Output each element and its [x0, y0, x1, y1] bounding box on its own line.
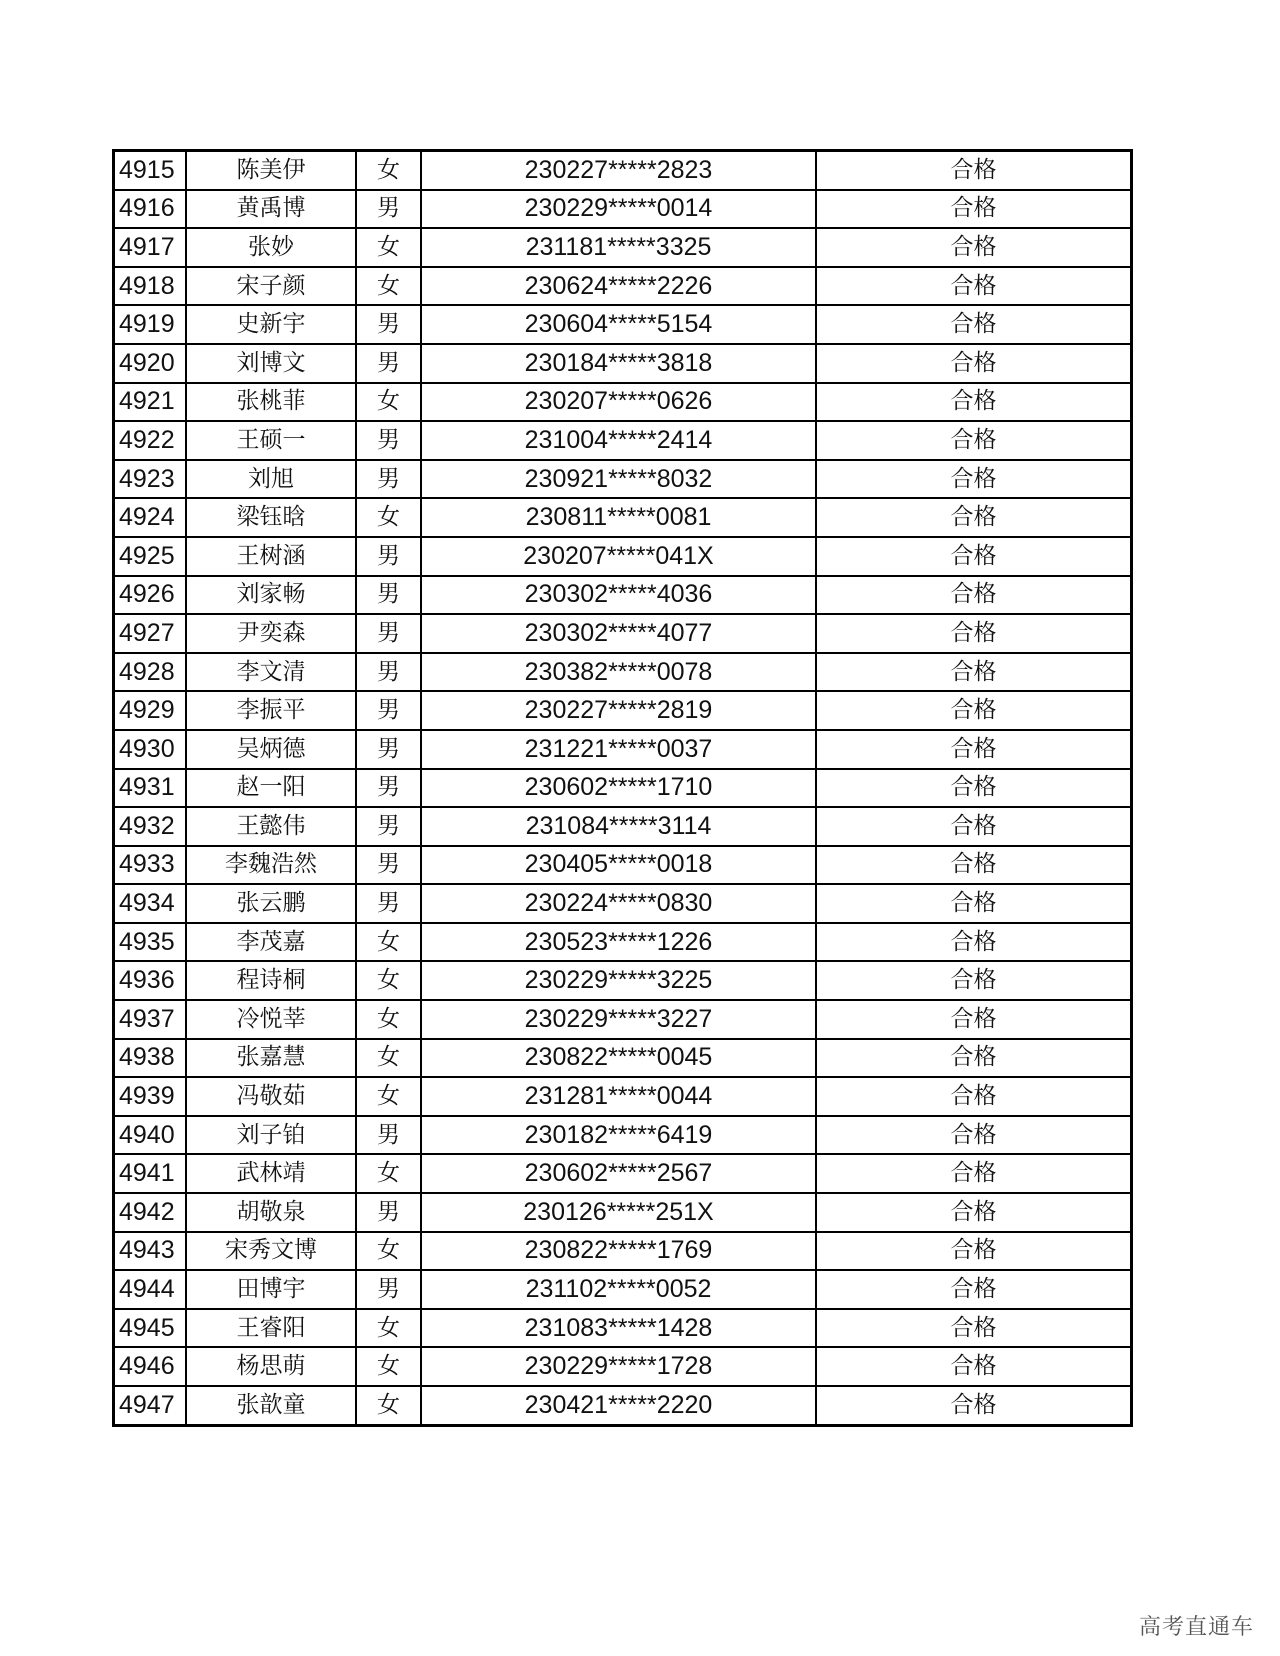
student-name: 刘博文: [186, 344, 356, 383]
student-name: 刘旭: [186, 460, 356, 499]
id-number: 230207*****0626: [421, 383, 816, 422]
id-number: 230811*****0081: [421, 498, 816, 537]
table-row: [114, 691, 1132, 730]
id-number: 230224*****0830: [421, 884, 816, 923]
result-cell: 合格: [816, 383, 1132, 422]
result-cell: 合格: [816, 151, 1132, 190]
row-number: 4923: [114, 460, 187, 499]
result-cell: 合格: [816, 884, 1132, 923]
id-number: 230302*****4077: [421, 614, 816, 653]
id-number: 230229*****3225: [421, 961, 816, 1000]
id-number: 231083*****1428: [421, 1309, 816, 1348]
result-cell: 合格: [816, 614, 1132, 653]
result-cell: 合格: [816, 537, 1132, 576]
id-number: 231181*****3325: [421, 228, 816, 267]
id-number: 230604*****5154: [421, 305, 816, 344]
roster-body: [114, 151, 1132, 1426]
table-row: [114, 1116, 1132, 1155]
gender-cell: 女: [356, 961, 421, 1000]
gender-cell: 男: [356, 1270, 421, 1309]
student-name: 胡敬泉: [186, 1193, 356, 1232]
student-name: 张嘉慧: [186, 1039, 356, 1078]
result-cell: 合格: [816, 769, 1132, 808]
result-cell: 合格: [816, 961, 1132, 1000]
result-cell: 合格: [816, 923, 1132, 962]
row-number: 4936: [114, 961, 187, 1000]
gender-cell: 男: [356, 576, 421, 615]
result-cell: 合格: [816, 1347, 1132, 1386]
gender-cell: 女: [356, 1039, 421, 1078]
id-number: 230302*****4036: [421, 576, 816, 615]
table-row: [114, 1000, 1132, 1039]
result-cell: 合格: [816, 421, 1132, 460]
gender-cell: 男: [356, 537, 421, 576]
student-name: 史新宇: [186, 305, 356, 344]
id-number: 231004*****2414: [421, 421, 816, 460]
row-number: 4934: [114, 884, 187, 923]
id-number: 230126*****251X: [421, 1193, 816, 1232]
table-row: [114, 1309, 1132, 1348]
gender-cell: 女: [356, 1000, 421, 1039]
student-name: 张歆童: [186, 1386, 356, 1425]
student-name: 李魏浩然: [186, 846, 356, 885]
id-number: 230227*****2819: [421, 691, 816, 730]
table-row: [114, 498, 1132, 537]
result-cell: 合格: [816, 1386, 1132, 1425]
id-number: 230207*****041X: [421, 537, 816, 576]
id-number: 230229*****0014: [421, 190, 816, 229]
gender-cell: 男: [356, 460, 421, 499]
gender-cell: 女: [356, 228, 421, 267]
id-number: 230624*****2226: [421, 267, 816, 306]
table-row: [114, 614, 1132, 653]
student-name: 杨思萌: [186, 1347, 356, 1386]
student-name: 梁钰晗: [186, 498, 356, 537]
row-number: 4916: [114, 190, 187, 229]
row-number: 4939: [114, 1077, 187, 1116]
result-cell: 合格: [816, 807, 1132, 846]
student-name: 冷悦莘: [186, 1000, 356, 1039]
gender-cell: 男: [356, 653, 421, 692]
student-name: 冯敬茹: [186, 1077, 356, 1116]
table-row: [114, 576, 1132, 615]
row-number: 4944: [114, 1270, 187, 1309]
row-number: 4929: [114, 691, 187, 730]
gender-cell: 女: [356, 1386, 421, 1425]
result-cell: 合格: [816, 576, 1132, 615]
table-row: [114, 961, 1132, 1000]
result-cell: 合格: [816, 344, 1132, 383]
table-row: [114, 537, 1132, 576]
row-number: 4943: [114, 1232, 187, 1271]
id-number: 230405*****0018: [421, 846, 816, 885]
gender-cell: 女: [356, 1077, 421, 1116]
row-number: 4927: [114, 614, 187, 653]
student-name: 赵一阳: [186, 769, 356, 808]
student-name: 黄禹博: [186, 190, 356, 229]
table-row: [114, 846, 1132, 885]
table-row: [114, 190, 1132, 229]
row-number: 4940: [114, 1116, 187, 1155]
row-number: 4915: [114, 151, 187, 190]
id-number: 230227*****2823: [421, 151, 816, 190]
gender-cell: 男: [356, 421, 421, 460]
result-cell: 合格: [816, 1154, 1132, 1193]
table-row: [114, 151, 1132, 190]
row-number: 4926: [114, 576, 187, 615]
id-number: 231102*****0052: [421, 1270, 816, 1309]
id-number: 230602*****2567: [421, 1154, 816, 1193]
student-name: 王睿阳: [186, 1309, 356, 1348]
result-cell: 合格: [816, 1039, 1132, 1078]
student-name: 程诗桐: [186, 961, 356, 1000]
result-cell: 合格: [816, 267, 1132, 306]
table-row: [114, 1270, 1132, 1309]
table-row: [114, 460, 1132, 499]
result-cell: 合格: [816, 1270, 1132, 1309]
id-number: 230229*****3227: [421, 1000, 816, 1039]
gender-cell: 女: [356, 1154, 421, 1193]
row-number: 4937: [114, 1000, 187, 1039]
table-row: [114, 769, 1132, 808]
table-row: [114, 653, 1132, 692]
result-cell: 合格: [816, 228, 1132, 267]
result-cell: 合格: [816, 305, 1132, 344]
id-number: 230822*****1769: [421, 1232, 816, 1271]
result-cell: 合格: [816, 1116, 1132, 1155]
student-name: 张妙: [186, 228, 356, 267]
result-cell: 合格: [816, 460, 1132, 499]
gender-cell: 男: [356, 190, 421, 229]
gender-cell: 男: [356, 846, 421, 885]
table-row: [114, 1386, 1132, 1425]
student-name: 刘子铂: [186, 1116, 356, 1155]
id-number: 230182*****6419: [421, 1116, 816, 1155]
id-number: 230382*****0078: [421, 653, 816, 692]
id-number: 231221*****0037: [421, 730, 816, 769]
table-row: [114, 228, 1132, 267]
gender-cell: 男: [356, 884, 421, 923]
student-name: 刘家畅: [186, 576, 356, 615]
row-number: 4931: [114, 769, 187, 808]
row-number: 4925: [114, 537, 187, 576]
row-number: 4933: [114, 846, 187, 885]
gender-cell: 男: [356, 305, 421, 344]
gender-cell: 男: [356, 769, 421, 808]
table-row: [114, 1232, 1132, 1271]
row-number: 4922: [114, 421, 187, 460]
row-number: 4921: [114, 383, 187, 422]
row-number: 4918: [114, 267, 187, 306]
gender-cell: 女: [356, 1309, 421, 1348]
student-name: 王硕一: [186, 421, 356, 460]
table-row: [114, 1193, 1132, 1232]
student-name: 王树涵: [186, 537, 356, 576]
result-cell: 合格: [816, 1309, 1132, 1348]
table-row: [114, 1077, 1132, 1116]
gender-cell: 女: [356, 383, 421, 422]
table-row: [114, 1039, 1132, 1078]
student-name: 李文清: [186, 653, 356, 692]
table-row: [114, 305, 1132, 344]
student-name: 李振平: [186, 691, 356, 730]
student-name: 张桃菲: [186, 383, 356, 422]
table-row: [114, 421, 1132, 460]
result-cell: 合格: [816, 846, 1132, 885]
gender-cell: 女: [356, 498, 421, 537]
gender-cell: 女: [356, 923, 421, 962]
student-name: 武林靖: [186, 1154, 356, 1193]
row-number: 4946: [114, 1347, 187, 1386]
id-number: 231281*****0044: [421, 1077, 816, 1116]
watermark: 高考直通车: [1138, 1615, 1254, 1640]
result-cell: 合格: [816, 730, 1132, 769]
row-number: 4919: [114, 305, 187, 344]
row-number: 4947: [114, 1386, 187, 1425]
result-cell: 合格: [816, 1193, 1132, 1232]
row-number: 4942: [114, 1193, 187, 1232]
student-name: 宋秀文博: [186, 1232, 356, 1271]
row-number: 4932: [114, 807, 187, 846]
gender-cell: 男: [356, 807, 421, 846]
table-row: [114, 1154, 1132, 1193]
row-number: 4920: [114, 344, 187, 383]
row-number: 4930: [114, 730, 187, 769]
table-row: [114, 267, 1132, 306]
result-cell: 合格: [816, 1077, 1132, 1116]
id-number: 230602*****1710: [421, 769, 816, 808]
id-number: 231084*****3114: [421, 807, 816, 846]
student-name: 王懿伟: [186, 807, 356, 846]
id-number: 230421*****2220: [421, 1386, 816, 1425]
gender-cell: 女: [356, 1232, 421, 1271]
gender-cell: 男: [356, 1193, 421, 1232]
id-number: 230229*****1728: [421, 1347, 816, 1386]
row-number: 4938: [114, 1039, 187, 1078]
table-row: [114, 1347, 1132, 1386]
row-number: 4928: [114, 653, 187, 692]
student-name: 李茂嘉: [186, 923, 356, 962]
result-cell: 合格: [816, 498, 1132, 537]
id-number: 230921*****8032: [421, 460, 816, 499]
roster-table: [112, 149, 1133, 1427]
gender-cell: 男: [356, 730, 421, 769]
table-row: [114, 884, 1132, 923]
id-number: 230822*****0045: [421, 1039, 816, 1078]
gender-cell: 男: [356, 691, 421, 730]
table-row: [114, 807, 1132, 846]
student-name: 尹奕森: [186, 614, 356, 653]
student-name: 田博宇: [186, 1270, 356, 1309]
table-row: [114, 923, 1132, 962]
id-number: 230184*****3818: [421, 344, 816, 383]
id-number: 230523*****1226: [421, 923, 816, 962]
result-cell: 合格: [816, 1000, 1132, 1039]
row-number: 4941: [114, 1154, 187, 1193]
result-cell: 合格: [816, 691, 1132, 730]
result-cell: 合格: [816, 190, 1132, 229]
row-number: 4935: [114, 923, 187, 962]
result-cell: 合格: [816, 653, 1132, 692]
student-name: 宋子颜: [186, 267, 356, 306]
student-name: 张云鹏: [186, 884, 356, 923]
table-row: [114, 344, 1132, 383]
gender-cell: 女: [356, 1347, 421, 1386]
gender-cell: 女: [356, 267, 421, 306]
gender-cell: 男: [356, 614, 421, 653]
student-name: 吴炳德: [186, 730, 356, 769]
table-row: [114, 730, 1132, 769]
gender-cell: 男: [356, 344, 421, 383]
row-number: 4917: [114, 228, 187, 267]
student-name: 陈美伊: [186, 151, 356, 190]
row-number: 4924: [114, 498, 187, 537]
row-number: 4945: [114, 1309, 187, 1348]
result-cell: 合格: [816, 1232, 1132, 1271]
gender-cell: 女: [356, 151, 421, 190]
table-row: [114, 383, 1132, 422]
gender-cell: 男: [356, 1116, 421, 1155]
